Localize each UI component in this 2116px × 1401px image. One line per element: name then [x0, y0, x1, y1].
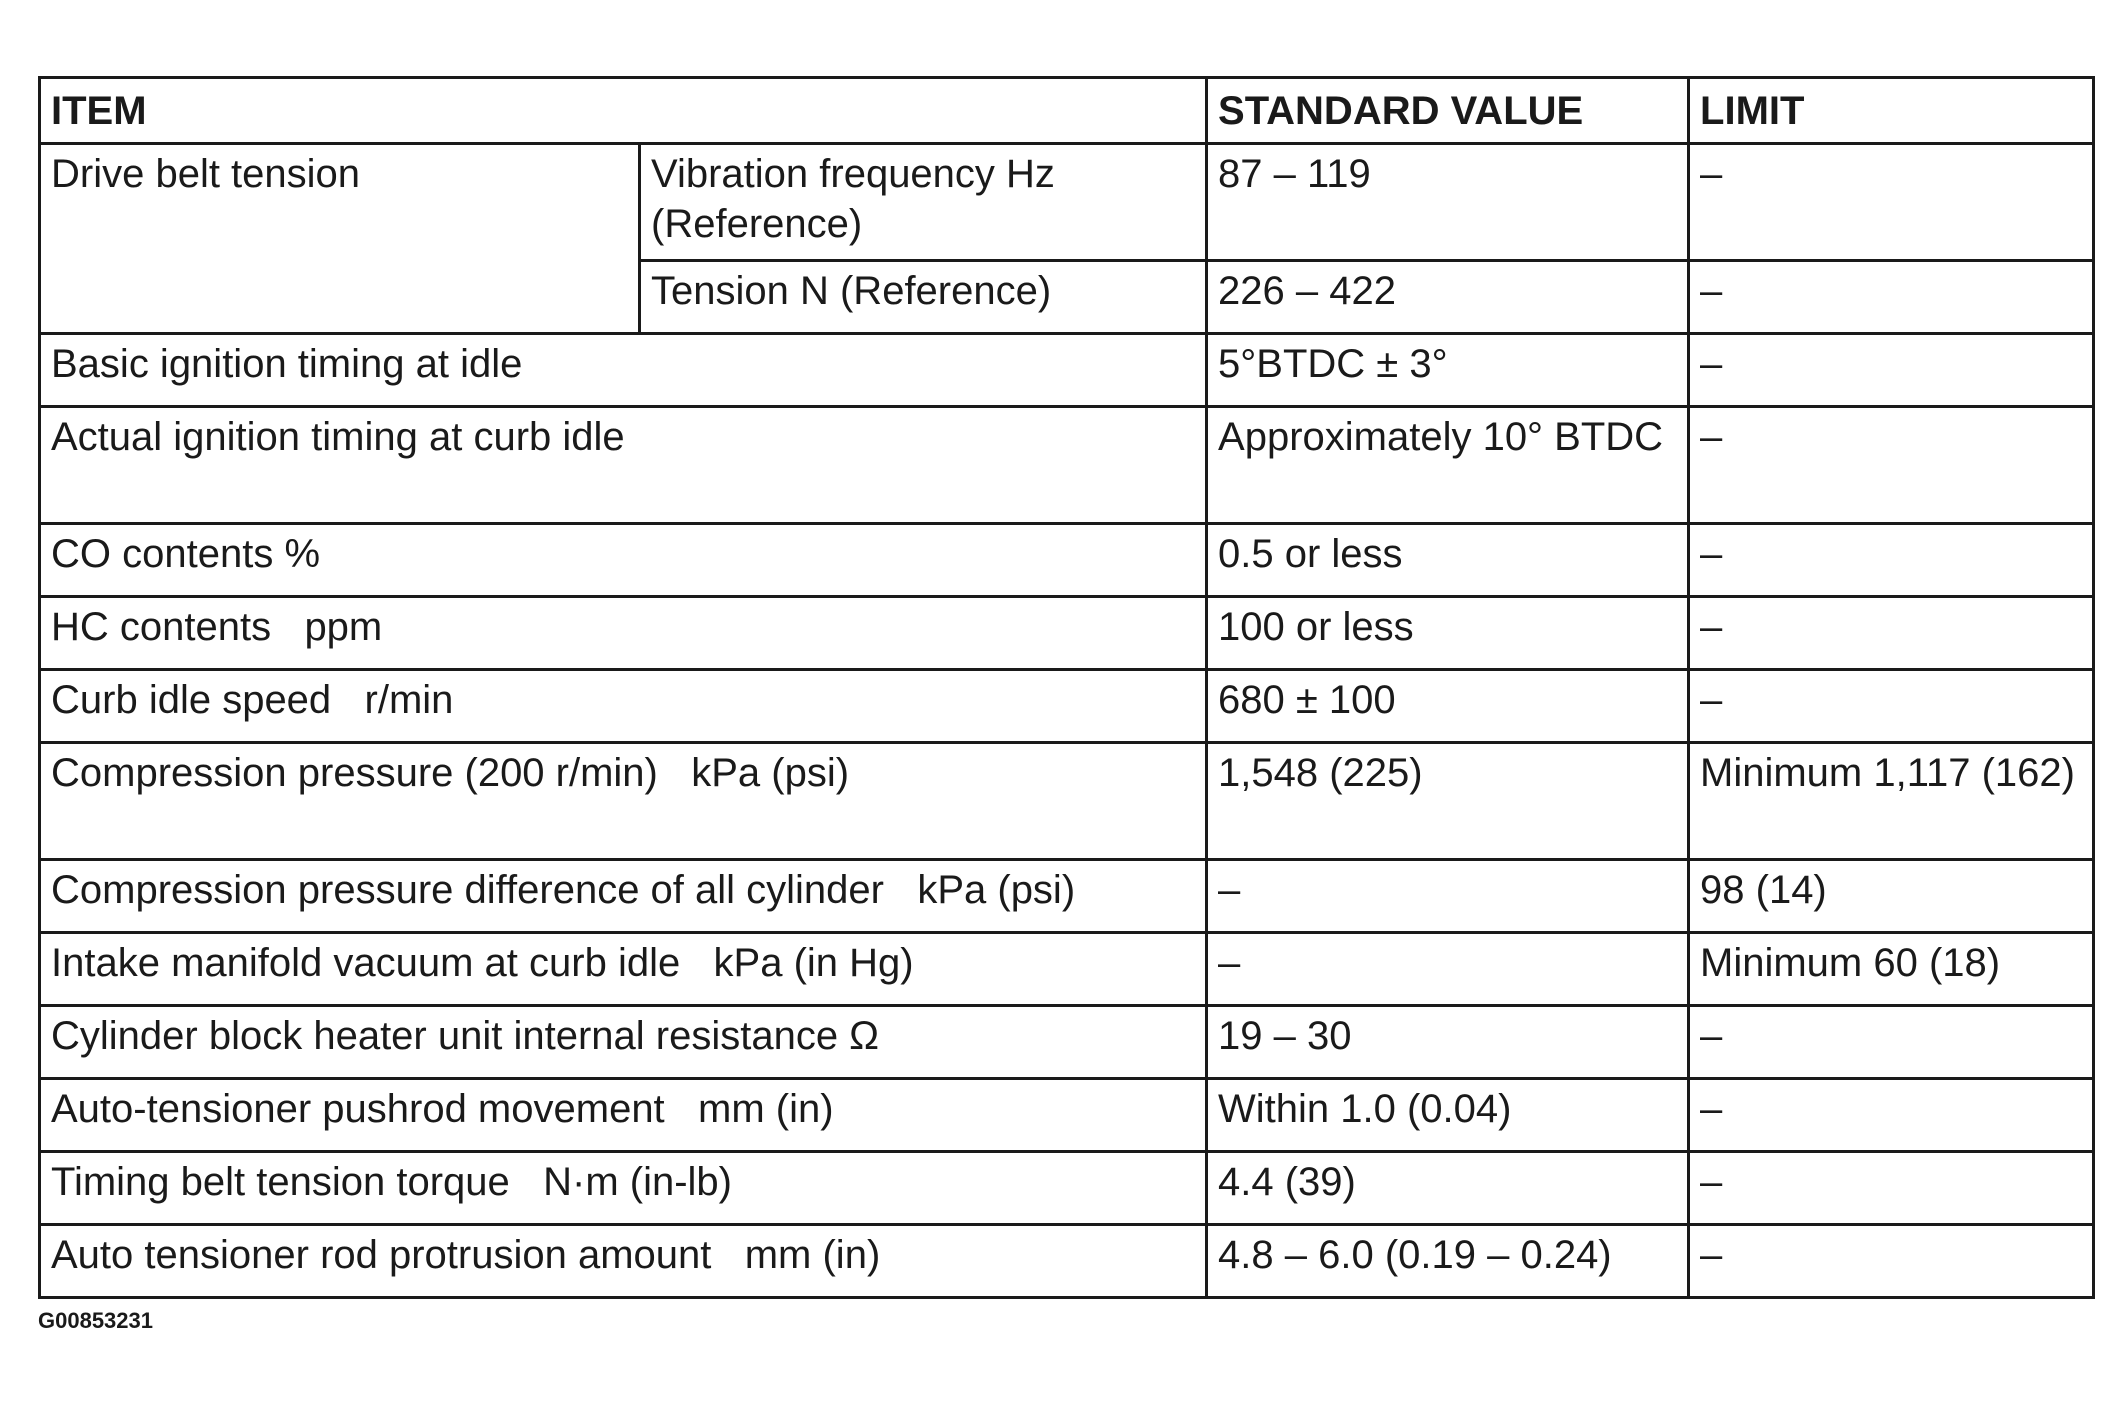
- row-item: CO contents %: [40, 524, 1207, 597]
- row-limit: –: [1689, 597, 2094, 670]
- table-row: [40, 860, 2094, 933]
- table-row-drive-belt-vibration: [40, 144, 2094, 261]
- row-standard: 1,548 (225): [1207, 743, 1689, 860]
- row-standard: Approximately 10° BTDC: [1207, 407, 1689, 524]
- table-row: [40, 1079, 2094, 1152]
- row-limit: Minimum 1,117 (162): [1689, 743, 2094, 860]
- row-standard: 100 or less: [1207, 597, 1689, 670]
- row-item: Intake manifold vacuum at curb idle kPa (in Hg): [40, 933, 1207, 1006]
- header-limit: LIMIT: [1689, 78, 2094, 144]
- row-standard: 5°BTDC ± 3°: [1207, 334, 1689, 407]
- table-row: [40, 1225, 2094, 1298]
- row-standard: 680 ± 100: [1207, 670, 1689, 743]
- row-item: Basic ignition timing at idle: [40, 334, 1207, 407]
- row-limit: –: [1689, 524, 2094, 597]
- row-limit: –: [1689, 1152, 2094, 1225]
- row-item: Auto-tensioner pushrod movement mm (in): [40, 1079, 1207, 1152]
- table-row: [40, 597, 2094, 670]
- header-standard-value: STANDARD VALUE: [1207, 78, 1689, 144]
- table-row: [40, 670, 2094, 743]
- tension-limit: –: [1689, 261, 2094, 334]
- table-row: [40, 743, 2094, 860]
- row-limit: –: [1689, 1225, 2094, 1298]
- table-row: [40, 1006, 2094, 1079]
- header-row: [40, 78, 2094, 144]
- row-standard: 0.5 or less: [1207, 524, 1689, 597]
- tension-standard: 226 – 422: [1207, 261, 1689, 334]
- row-item: Auto tensioner rod protrusion amount mm (in): [40, 1225, 1207, 1298]
- figure-id: G00853231: [38, 1308, 153, 1333]
- table-row: [40, 1152, 2094, 1225]
- specification-table: [38, 76, 2095, 1299]
- row-limit: –: [1689, 1079, 2094, 1152]
- row-standard: 19 – 30: [1207, 1006, 1689, 1079]
- row-item: Cylinder block heater unit internal resistance Ω: [40, 1006, 1207, 1079]
- row-item: Compression pressure (200 r/min) kPa (psi): [40, 743, 1207, 860]
- header-item: ITEM: [40, 78, 1207, 144]
- table-row: [40, 334, 2094, 407]
- table-row: [40, 524, 2094, 597]
- row-standard: –: [1207, 860, 1689, 933]
- row-limit: –: [1689, 334, 2094, 407]
- drive-belt-label: Drive belt tension: [40, 144, 640, 334]
- row-limit: –: [1689, 1006, 2094, 1079]
- table-row: [40, 407, 2094, 524]
- row-item: Curb idle speed r/min: [40, 670, 1207, 743]
- row-standard: 4.4 (39): [1207, 1152, 1689, 1225]
- vibration-frequency-label: Vibration frequency Hz (Reference): [640, 144, 1207, 261]
- row-standard: Within 1.0 (0.04): [1207, 1079, 1689, 1152]
- row-standard: –: [1207, 933, 1689, 1006]
- row-item: HC contents ppm: [40, 597, 1207, 670]
- row-item: Timing belt tension torque N·m (in-lb): [40, 1152, 1207, 1225]
- vibration-frequency-limit: –: [1689, 144, 2094, 261]
- row-limit: 98 (14): [1689, 860, 2094, 933]
- vibration-frequency-standard: 87 – 119: [1207, 144, 1689, 261]
- row-limit: –: [1689, 670, 2094, 743]
- row-item: Compression pressure difference of all cylinder kPa (psi): [40, 860, 1207, 933]
- tension-label: Tension N (Reference): [640, 261, 1207, 334]
- row-standard: 4.8 – 6.0 (0.19 – 0.24): [1207, 1225, 1689, 1298]
- row-limit: Minimum 60 (18): [1689, 933, 2094, 1006]
- row-limit: –: [1689, 407, 2094, 524]
- table-row: [40, 933, 2094, 1006]
- row-item: Actual ignition timing at curb idle: [40, 407, 1207, 524]
